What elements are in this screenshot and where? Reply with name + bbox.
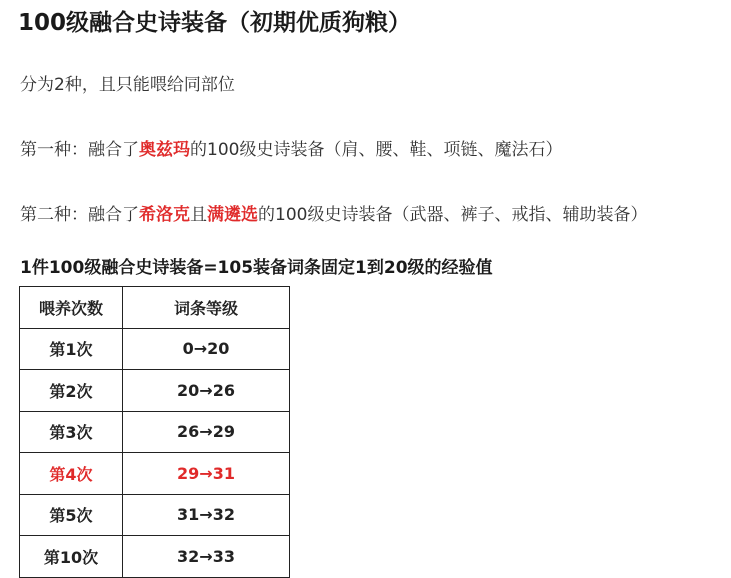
type-two-prefix: 第二种：融合了 [20,205,139,225]
entry-level-cell: 32→33 [123,536,290,578]
table-caption: 1件100级融合史诗装备=105装备词条固定1到20级的经验值 [20,258,493,278]
feed-times-cell: 第10次 [20,536,123,578]
type-one-suffix: 的100级史诗装备（肩、腰、鞋、项链、魔法石） [190,140,563,160]
header-feed-times: 喂养次数 [20,287,123,329]
entry-level-cell: 0→20 [123,328,290,370]
type-one-paragraph [20,138,562,162]
feed-times-cell: 第4次 [20,453,123,495]
feed-times-cell: 第1次 [20,328,123,370]
entry-level-cell: 31→32 [123,494,290,536]
table-row-highlighted [20,453,290,495]
type-two-highlight-first: 希洛克 [139,205,190,225]
entry-level-cell: 29→31 [123,453,290,495]
feed-times-cell: 第5次 [20,494,123,536]
entry-level-cell: 26→29 [123,411,290,453]
table-row [20,411,290,453]
type-one-prefix: 第一种：融合了 [20,140,139,160]
feeding-table [19,286,290,578]
type-two-suffix: 的100级史诗装备（武器、裤子、戒指、辅助装备） [258,205,648,225]
type-two-paragraph [20,203,647,227]
feed-times-cell: 第2次 [20,370,123,412]
table-row [20,370,290,412]
table-row [20,494,290,536]
type-two-highlight-second: 满遴选 [207,205,258,225]
table-header-row [20,287,290,329]
feed-times-cell: 第3次 [20,411,123,453]
table-row [20,328,290,370]
table-row [20,536,290,578]
type-two-middle: 且 [190,205,207,225]
page-title: 100级融合史诗装备（初期优质狗粮） [18,10,412,36]
type-one-highlight: 奥兹玛 [139,140,190,160]
entry-level-cell: 20→26 [123,370,290,412]
header-entry-level: 词条等级 [123,287,290,329]
intro-text: 分为2种，且只能喂给同部位 [20,75,235,95]
